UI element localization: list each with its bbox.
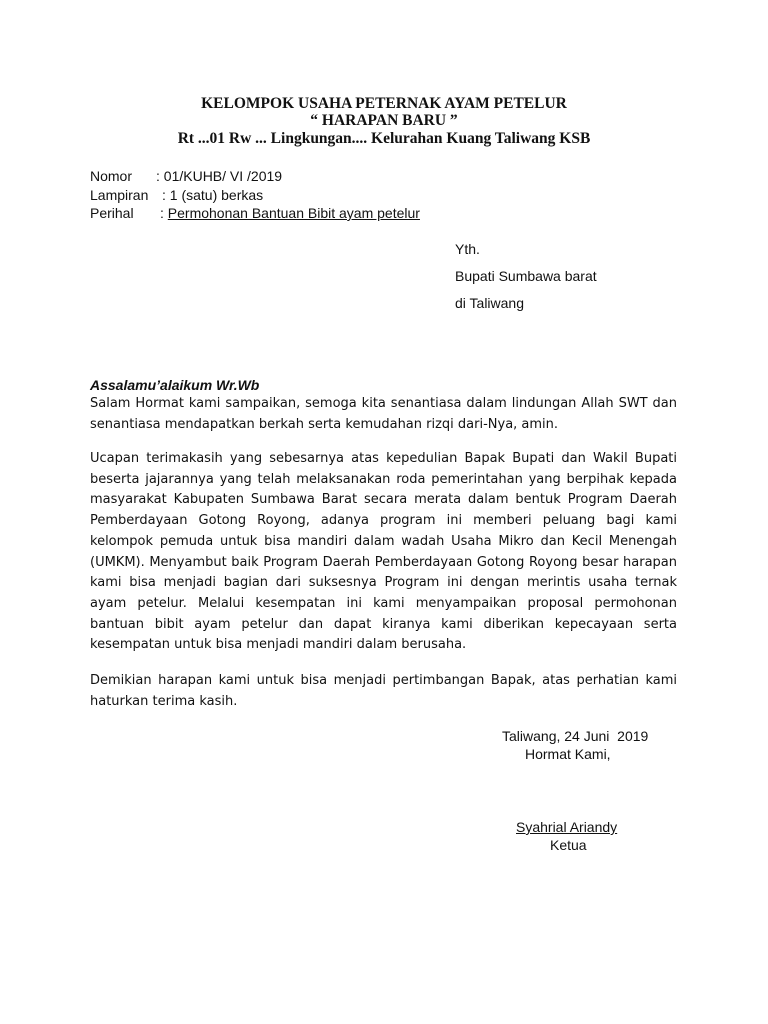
addressee-location: di Taliwang — [455, 295, 525, 311]
org-group-name: “ HARAPAN BARU ” — [310, 112, 458, 129]
addressee-salutation: Yth. — [455, 241, 480, 257]
lampiran-label: Lampiran — [90, 187, 149, 203]
paragraph-body: Ucapan terimakasih yang sebesarnya atas kepedulian Bapak Bupati dan Wakil Bupati beserta jajarannya yang telah melaksanakan roda pemerintahan yang berpihak kepada masyarakat Kabupaten Sumbawa Barat secara merata dalam bentuk Program Daerah Pemberdayaan Gotong Royong, adanya program ini memberi peluang bagi kami kelompok pemuda untuk bisa mandiri dalam wadah Usaha Mikro dan Kecil Menengah (UMKM). Menyambut baik Program Daerah Pemberdayaan Gotong Royong besar harapan kami bisa menjadi bagian dari suksesnya Program ini dengan merintis usaha ternak ayam petelur. Melalui kesempatan ini kami menyampaikan proposal permohonan bantuan bibit ayam petelur dan dapat kiranya kami diberikan kepecayaan serta kesempatan untuk bisa menjadi mandiri dalam berusaha. — [90, 451, 677, 653]
place-date: Taliwang, 24 Juni 2019 — [502, 728, 649, 744]
paragraph-opening: Salam Hormat kami sampaikan, semoga kita senantiasa dalam lindungan Allah SWT dan senantiasa mendapatkan berkah serta kemudahan rizqi dari-Nya, amin. — [90, 396, 677, 432]
paragraph-closing: Demikian harapan kami untuk bisa menjadi pertimbangan Bapak, atas perhatian kami haturkan terima kasih. — [90, 673, 677, 709]
perihal-separator: : — [160, 205, 168, 221]
signatory-name: Syahrial Ariandy — [516, 819, 618, 835]
meta-lampiran — [90, 185, 263, 205]
meta-perihal — [90, 203, 420, 223]
org-address: Rt ...01 Rw ... Lingkungan.... Kelurahan Kuang Taliwang KSB — [177, 130, 591, 147]
nomor-value: : 01/KUHB/ VI /2019 — [156, 168, 283, 184]
org-name: KELOMPOK USAHA PETERNAK AYAM PETELUR — [201, 95, 567, 112]
greeting: Assalamu’alaikum Wr.Wb — [90, 377, 260, 393]
perihal-value: Permohonan Bantuan Bibit ayam petelur — [167, 205, 420, 221]
closing-salutation: Hormat Kami, — [525, 746, 611, 762]
lampiran-value: : 1 (satu) berkas — [162, 187, 264, 203]
nomor-label: Nomor — [90, 168, 133, 184]
perihal-label: Perihal — [90, 205, 134, 221]
meta-nomor — [90, 166, 282, 186]
signatory-title: Ketua — [550, 837, 587, 853]
addressee-name: Bupati Sumbawa barat — [455, 268, 597, 284]
